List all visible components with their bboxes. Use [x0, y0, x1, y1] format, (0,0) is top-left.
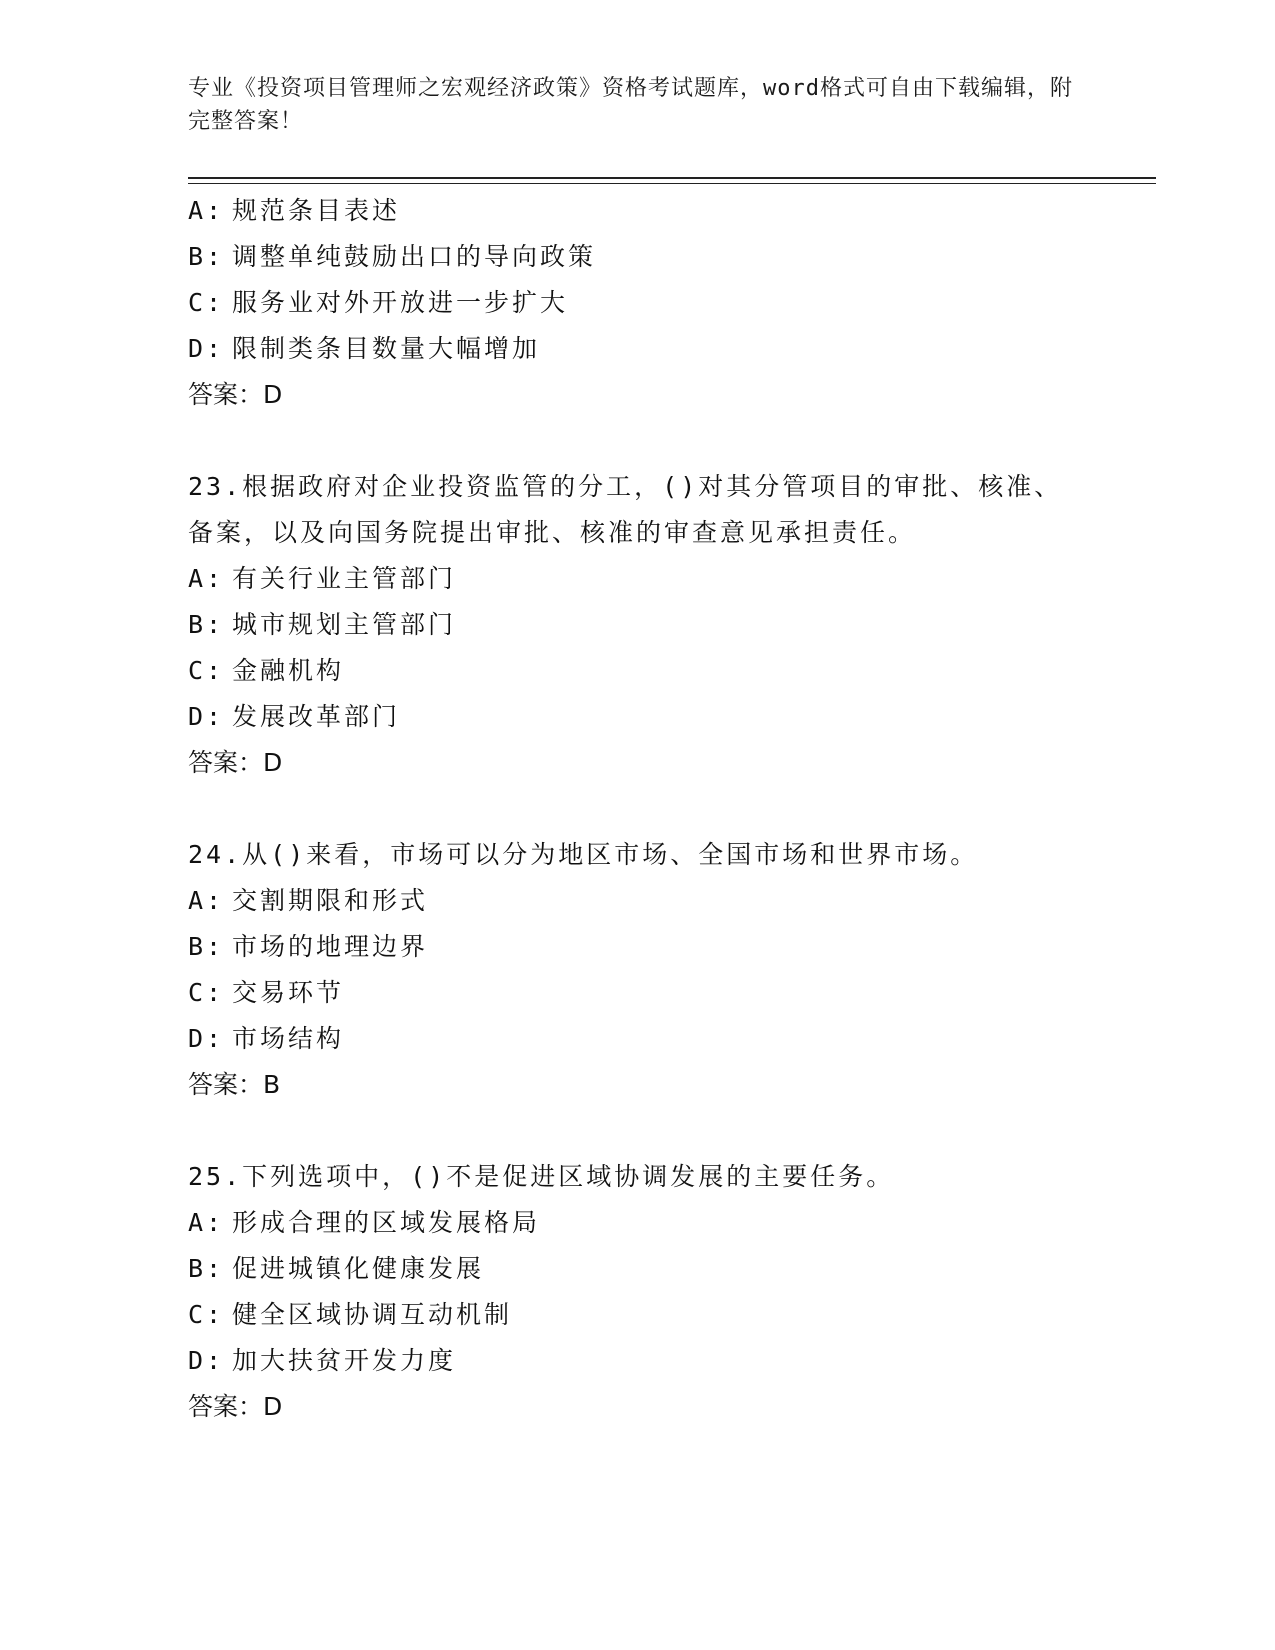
answer-line: 答案：B — [188, 1070, 281, 1099]
option-key: B: — [188, 1254, 225, 1283]
option-key: A: — [188, 1208, 225, 1237]
header-rule-thick — [188, 177, 1156, 179]
option-key: C: — [188, 288, 225, 317]
option-key: A: — [188, 196, 225, 225]
option-text: 有关行业主管部门 — [232, 564, 457, 593]
option-b — [188, 234, 1088, 280]
option-key: B: — [188, 932, 225, 961]
header-rule-thin — [188, 183, 1156, 184]
answer-line: 答案：D — [188, 1392, 283, 1421]
option-key: A: — [188, 886, 225, 915]
option-c — [188, 648, 1088, 694]
option-text: 市场的地理边界 — [232, 932, 429, 961]
option-a — [188, 188, 1088, 234]
option-key: C: — [188, 656, 225, 685]
question-23 — [188, 464, 1088, 786]
option-text: 形成合理的区域发展格局 — [232, 1208, 541, 1237]
option-key: D: — [188, 1024, 225, 1053]
option-key: C: — [188, 1300, 225, 1329]
option-key: B: — [188, 610, 225, 639]
option-text: 金融机构 — [232, 656, 345, 685]
option-text: 服务业对外开放进一步扩大 — [232, 288, 569, 317]
option-c — [188, 280, 1088, 326]
question-24 — [188, 832, 1088, 1108]
option-key: D: — [188, 334, 225, 363]
option-text: 限制类条目数量大幅增加 — [232, 334, 541, 363]
question-stem: 25.下列选项中，()不是促进区域协调发展的主要任务。 — [188, 1162, 895, 1191]
spacer — [188, 418, 1088, 464]
option-a — [188, 878, 1088, 924]
option-text: 调整单纯鼓励出口的导向政策 — [232, 242, 597, 271]
option-key: A: — [188, 564, 225, 593]
option-key: D: — [188, 702, 225, 731]
option-key: D: — [188, 1346, 225, 1375]
option-a — [188, 1200, 1088, 1246]
question-list — [188, 188, 1088, 1430]
question-22 — [188, 188, 1088, 418]
option-b — [188, 602, 1088, 648]
question-stem: 24.从()来看，市场可以分为地区市场、全国市场和世界市场。 — [188, 840, 979, 869]
option-b — [188, 924, 1088, 970]
option-b — [188, 1246, 1088, 1292]
question-25 — [188, 1154, 1088, 1430]
option-text: 交易环节 — [232, 978, 345, 1007]
option-text: 规范条目表述 — [232, 196, 401, 225]
option-text: 城市规划主管部门 — [232, 610, 457, 639]
spacer — [188, 1108, 1088, 1154]
option-key: B: — [188, 242, 225, 271]
option-d — [188, 326, 1088, 372]
option-text: 加大扶贫开发力度 — [232, 1346, 457, 1375]
option-a — [188, 556, 1088, 602]
option-c — [188, 1292, 1088, 1338]
option-text: 市场结构 — [232, 1024, 345, 1053]
option-text: 健全区域协调互动机制 — [232, 1300, 513, 1329]
option-text: 发展改革部门 — [232, 702, 401, 731]
option-d — [188, 694, 1088, 740]
option-key: C: — [188, 978, 225, 1007]
question-stem: 23.根据政府对企业投资监管的分工，()对其分管项目的审批、核准、备案，以及向国务院提出审批、核准的审查意见承担责任。 — [188, 472, 1063, 547]
spacer — [188, 786, 1088, 832]
option-text: 交割期限和形式 — [232, 886, 429, 915]
page-header: 专业《投资项目管理师之宏观经济政策》资格考试题库，word格式可自由下载编辑，附完整答案！ — [188, 76, 1073, 134]
option-d — [188, 1016, 1088, 1062]
answer-line: 答案：D — [188, 380, 283, 409]
option-c — [188, 970, 1088, 1016]
option-text: 促进城镇化健康发展 — [232, 1254, 485, 1283]
option-d — [188, 1338, 1088, 1384]
answer-line: 答案：D — [188, 748, 283, 777]
